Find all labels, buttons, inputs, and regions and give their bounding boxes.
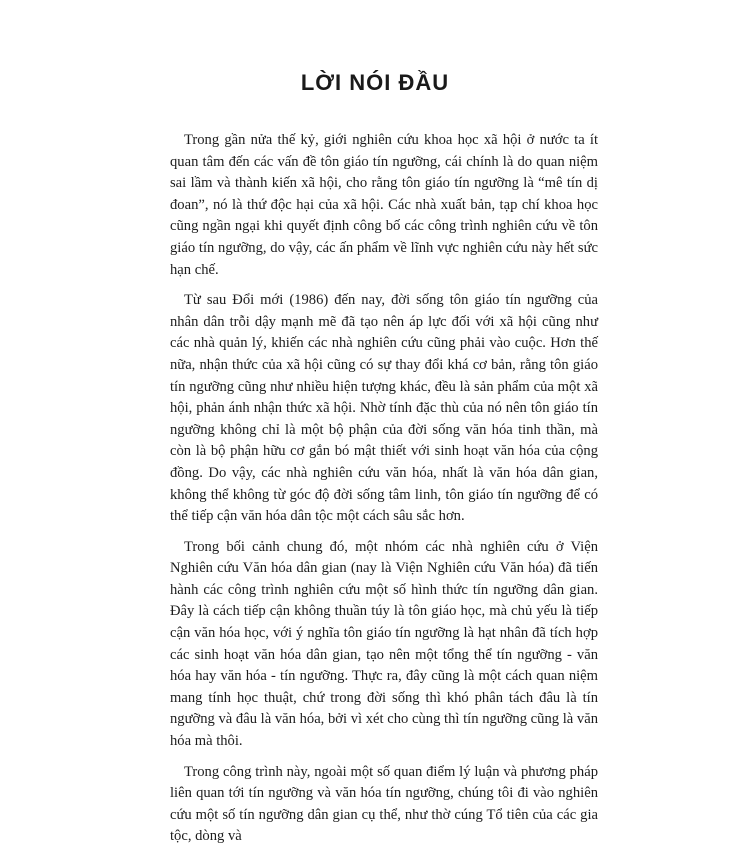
preface-body: [170, 130, 598, 857]
paragraph-3: Trong bối cảnh chung đó, một nhóm các nhà nghiên cứu ở Viện Nghiên cứu Văn hóa dân gian (nay là Viện Nghiên cứu Văn hóa) đã tiến hành các công trình nghiên cứu một số hình thức tín ngưỡng dân gian. Đây là cách tiếp cận không thuần túy là tôn giáo học, mà chủ yếu là tiếp cận văn hóa học, với ý nghĩa tôn giáo tín ngưỡng là hạt nhân đã tích hợp các sinh hoạt văn hóa dân gian, tạo nên một tổng thể tín ngưỡng - văn hóa hay văn hóa - tín ngưỡng. Thực ra, đây cũng là một cách quan niệm mang tính học thuật, chứ trong đời sống thì khó phân tách đâu là tín ngưỡng và đâu là văn hóa, bởi vì xét cho cùng thì tín ngưỡng cũng là văn hóa mà thôi.: [170, 538, 598, 750]
paragraph-1: Trong gần nửa thế kỷ, giới nghiên cứu khoa học xã hội ở nước ta ít quan tâm đến các vấn đề tôn giáo tín ngưỡng, cái chính là do quan niệm sai lầm và thành kiến xã hội, cho rằng tôn giáo tín ngưỡng là “mê tín dị đoan”, nó là thứ độc hại của xã hội. Các nhà xuất bản, tạp chí khoa học cũng ngần ngại khi quyết định công bố các công trình nghiên cứu về tôn giáo tín ngưỡng, do vậy, các ấn phẩm về lĩnh vực nghiên cứu này hết sức hạn chế.: [170, 132, 598, 278]
page-title: LỜI NÓI ĐẦU: [300, 70, 450, 95]
paragraph-4: Trong công trình này, ngoài một số quan điểm lý luận và phương pháp liên quan tới tín ngưỡng và văn hóa tín ngưỡng, chúng tôi đi vào nghiên cứu một số tín ngưỡng dân gian cụ thể, như thờ cúng Tổ tiên của các gia tộc, dòng và: [170, 763, 598, 845]
paragraph-2: Từ sau Đổi mới (1986) đến nay, đời sống tôn giáo tín ngưỡng của nhân dân trỗi dậy mạnh mẽ đã tạo nên áp lực đối với xã hội cũng như các nhà quản lý, khiến các nhà nghiên cứu cũng phải vào cuộc. Hơn thế nữa, nhận thức của xã hội cũng có sự thay đổi khá cơ bản, rằng tôn giáo tín ngưỡng cũng như nhiều hiện tượng khác, đều là sản phẩm của một xã hội, phản ánh nhận thức xã hội. Nhờ tính đặc thù của nó nên tôn giáo tín ngưỡng không chỉ là một bộ phận của đời sống văn hóa tinh thần, mà còn là bộ phận hữu cơ gắn bó mật thiết với sinh hoạt văn hóa của cộng đồng. Do vậy, các nhà nghiên cứu văn hóa, nhất là văn hóa dân gian, không thể không từ góc độ đời sống tâm linh, tôn giáo tín ngưỡng để có thể tiếp cận văn hóa dân tộc một cách sâu sắc hơn.: [170, 292, 598, 525]
